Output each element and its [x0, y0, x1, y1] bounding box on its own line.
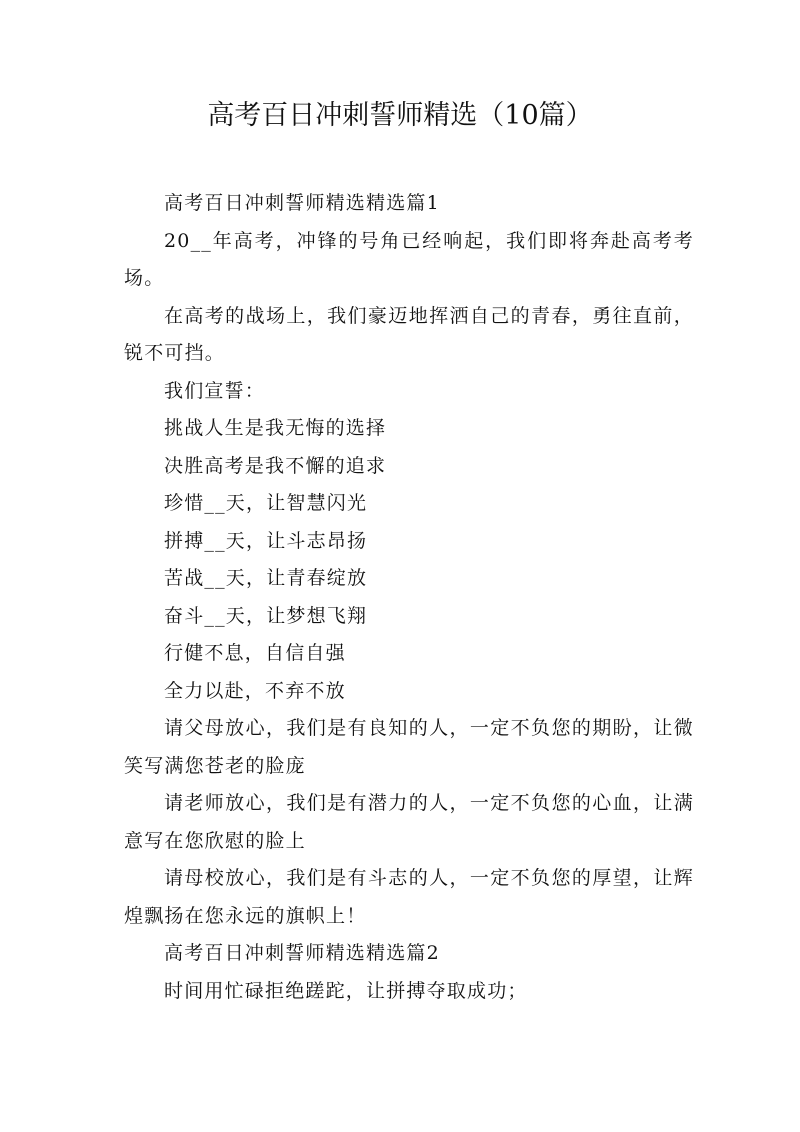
paragraph: 请母校放心，我们是有斗志的人，一定不负您的厚望，让辉煌飘扬在您永远的旗帜上！: [124, 867, 694, 927]
paragraph: 20__年高考，冲锋的号角已经响起，我们即将奔赴高考考场。: [124, 229, 694, 289]
paragraph: 时间用忙碌拒绝蹉跎，让拼搏夺取成功；: [164, 979, 528, 1002]
document-title: 高考百日冲刺誓师精选（10篇）: [207, 100, 593, 131]
oath-line: 全力以赴，不弃不放: [164, 679, 346, 702]
section-heading-1: 高考百日冲刺誓师精选精选篇1: [164, 192, 440, 214]
section-heading-2: 高考百日冲刺誓师精选精选篇2: [164, 942, 440, 964]
paragraph: 请父母放心，我们是有良知的人，一定不负您的期盼，让微笑写满您苍老的脸庞: [124, 717, 694, 777]
document-body: [124, 185, 694, 1010]
oath-line: 决胜高考是我不懈的追求: [164, 454, 387, 477]
paragraph: 在高考的战场上，我们豪迈地挥洒自己的青春，勇往直前，锐不可挡。: [124, 304, 694, 364]
paragraph: 请老师放心，我们是有潜力的人，一定不负您的心血，让满意写在您欣慰的脸上: [124, 792, 694, 852]
oath-line: 挑战人生是我无悔的选择: [164, 417, 387, 439]
paragraph: 我们宣誓：: [164, 379, 266, 402]
oath-line: 珍惜__天，让智慧闪光: [164, 492, 368, 514]
oath-line: 苦战__天，让青春绽放: [164, 567, 368, 589]
oath-line: 行健不息，自信自强: [164, 642, 346, 664]
oath-line: 拼搏__天，让斗志昂扬: [164, 529, 368, 552]
oath-line: 奋斗__天，让梦想飞翔: [164, 604, 368, 627]
